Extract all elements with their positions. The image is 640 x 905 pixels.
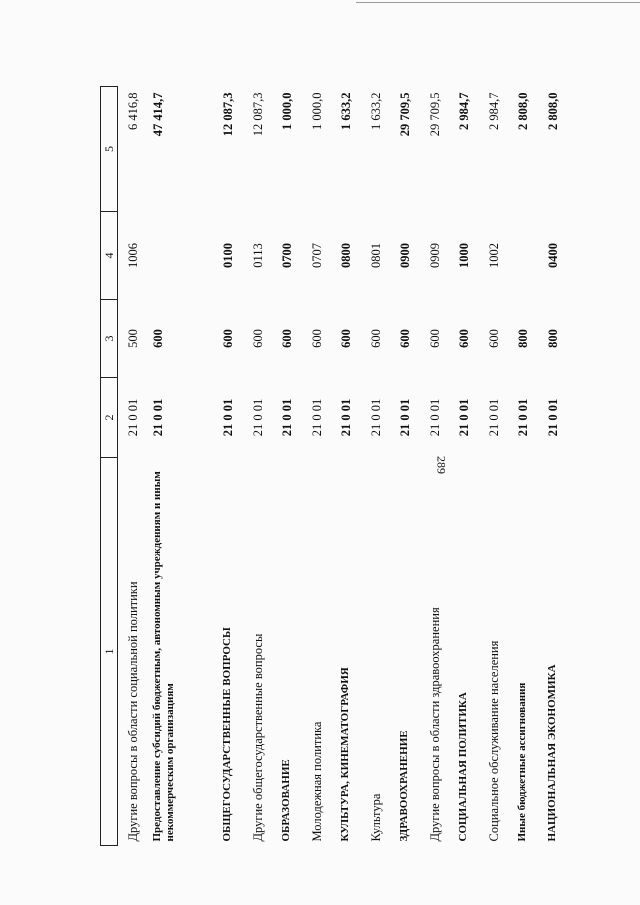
header-cell-1: 1	[101, 458, 118, 846]
page-number: 289	[434, 456, 449, 474]
target-code-cell: 21 0 01	[427, 398, 442, 437]
target-code-cell: 21 0 01	[486, 398, 501, 437]
budget-table-rotated	[100, 87, 568, 846]
target-code-cell: 21 0 01	[368, 398, 383, 437]
expense-type-cell: 600	[309, 329, 324, 348]
target-code-cell: 21 0 01	[457, 398, 471, 437]
target-code-cell: 21 0 01	[221, 398, 235, 437]
budget-table	[100, 86, 571, 846]
section-code-cell: 0113	[250, 243, 265, 268]
table-row	[453, 87, 483, 846]
amount-cell: 6 416,8	[126, 92, 140, 130]
row-name-cell: Культура	[368, 793, 383, 842]
section-code-cell: 0400	[545, 243, 560, 268]
header-cell-2: 2	[101, 378, 118, 458]
amount-cell: 1 000,0	[280, 92, 294, 130]
row-name-cell: ЗДРАВООХРАНЕНИЕ	[398, 730, 410, 842]
expense-type-cell: 600	[339, 329, 353, 348]
expense-type-cell: 600	[280, 329, 294, 348]
row-name-cell: НАЦИОНАЛЬНАЯ ЭКОНОМИКА	[545, 664, 558, 842]
row-name-cell: Другие общегосударственные вопросы	[250, 633, 265, 842]
scan-edge-line	[356, 2, 640, 3]
table-row	[394, 87, 424, 846]
section-code-cell: 0801	[368, 243, 383, 268]
row-name-cell: Предоставление субсидий бюджетным, автономным учреждениям и иным некоммерческим организациям	[151, 471, 176, 842]
section-code-cell: 0909	[427, 243, 442, 268]
row-name-cell: Иные бюджетные ассигнования	[516, 682, 528, 842]
row-name-cell: Другие вопросы в области социальной политики	[126, 581, 140, 842]
section-code-cell: 1000	[457, 243, 471, 268]
header-cell-4: 4	[101, 212, 118, 300]
row-name-cell: Молодежная политика	[309, 721, 324, 842]
row-name-cell: ОБРАЗОВАНИЕ	[280, 759, 292, 842]
amount-cell: 2 984,7	[457, 92, 471, 130]
table-row	[118, 87, 148, 846]
row-name-cell: Другие вопросы в области здравоохранения	[427, 607, 442, 842]
table-row	[276, 87, 306, 846]
target-code-cell: 21 0 01	[309, 398, 324, 437]
amount-cell: 12 087,3	[221, 92, 235, 137]
header-row	[101, 87, 118, 846]
amount-cell: 2 808,0	[545, 92, 560, 130]
table-row	[217, 87, 247, 846]
expense-type-cell: 600	[221, 329, 235, 348]
expense-type-cell: 600	[457, 329, 471, 348]
table-row	[483, 87, 513, 846]
table-row	[335, 87, 365, 846]
target-code-cell: 21 0 01	[516, 398, 530, 437]
amount-cell: 29 709,5	[398, 92, 412, 137]
section-code-cell: 0800	[339, 243, 353, 268]
section-code-cell: 1006	[126, 243, 140, 268]
amount-cell: 2 808,0	[516, 92, 530, 130]
table-row	[365, 87, 395, 846]
amount-cell: 1 000,0	[309, 92, 324, 130]
header-cell-5: 5	[101, 87, 118, 212]
target-code-cell: 21 0 01	[151, 398, 165, 437]
target-code-cell: 21 0 01	[339, 398, 353, 437]
section-code-cell: 0707	[309, 243, 324, 268]
expense-type-cell: 600	[427, 329, 442, 348]
row-name-cell: Социальное обслуживание населения	[486, 640, 501, 842]
section-code-cell	[147, 212, 217, 300]
expense-type-cell: 600	[486, 329, 501, 348]
target-code-cell: 21 0 01	[126, 398, 140, 437]
amount-cell: 12 087,3	[250, 92, 265, 137]
target-code-cell: 21 0 01	[545, 398, 560, 437]
expense-type-cell: 500	[126, 329, 140, 348]
row-name-cell: ОБЩЕГОСУДАРСТВЕННЫЕ ВОПРОСЫ	[221, 627, 233, 842]
expense-type-cell: 600	[151, 329, 165, 348]
target-code-cell: 21 0 01	[280, 398, 294, 437]
table-row	[247, 87, 277, 846]
amount-cell: 1 633,2	[339, 92, 353, 130]
expense-type-cell: 600	[368, 329, 383, 348]
amount-cell: 2 984,7	[486, 92, 501, 130]
section-code-cell: 1002	[486, 243, 501, 268]
section-code-cell: 0900	[398, 243, 412, 268]
section-code-cell: 0100	[221, 243, 235, 268]
expense-type-cell: 800	[545, 329, 560, 348]
section-code-cell	[512, 212, 542, 300]
header-cell-3: 3	[101, 300, 118, 378]
target-code-cell: 21 0 01	[398, 398, 412, 437]
section-code-cell: 0700	[280, 243, 294, 268]
row-name-cell: СОЦИАЛЬНАЯ ПОЛИТИКА	[457, 692, 469, 842]
expense-type-cell: 600	[398, 329, 412, 348]
expense-type-cell: 600	[250, 329, 265, 348]
table-row	[147, 87, 217, 846]
amount-cell: 47 414,7	[151, 92, 165, 137]
target-code-cell: 21 0 01	[250, 398, 265, 437]
table-row	[512, 87, 542, 846]
amount-cell: 29 709,5	[427, 92, 442, 137]
row-name-cell: КУЛЬТУРА, КИНЕМАТОГРАФИЯ	[339, 667, 351, 842]
expense-type-cell: 800	[516, 329, 530, 348]
table-row	[542, 87, 572, 846]
table-row	[306, 87, 336, 846]
table-row	[424, 87, 454, 846]
amount-cell: 1 633,2	[368, 92, 383, 130]
